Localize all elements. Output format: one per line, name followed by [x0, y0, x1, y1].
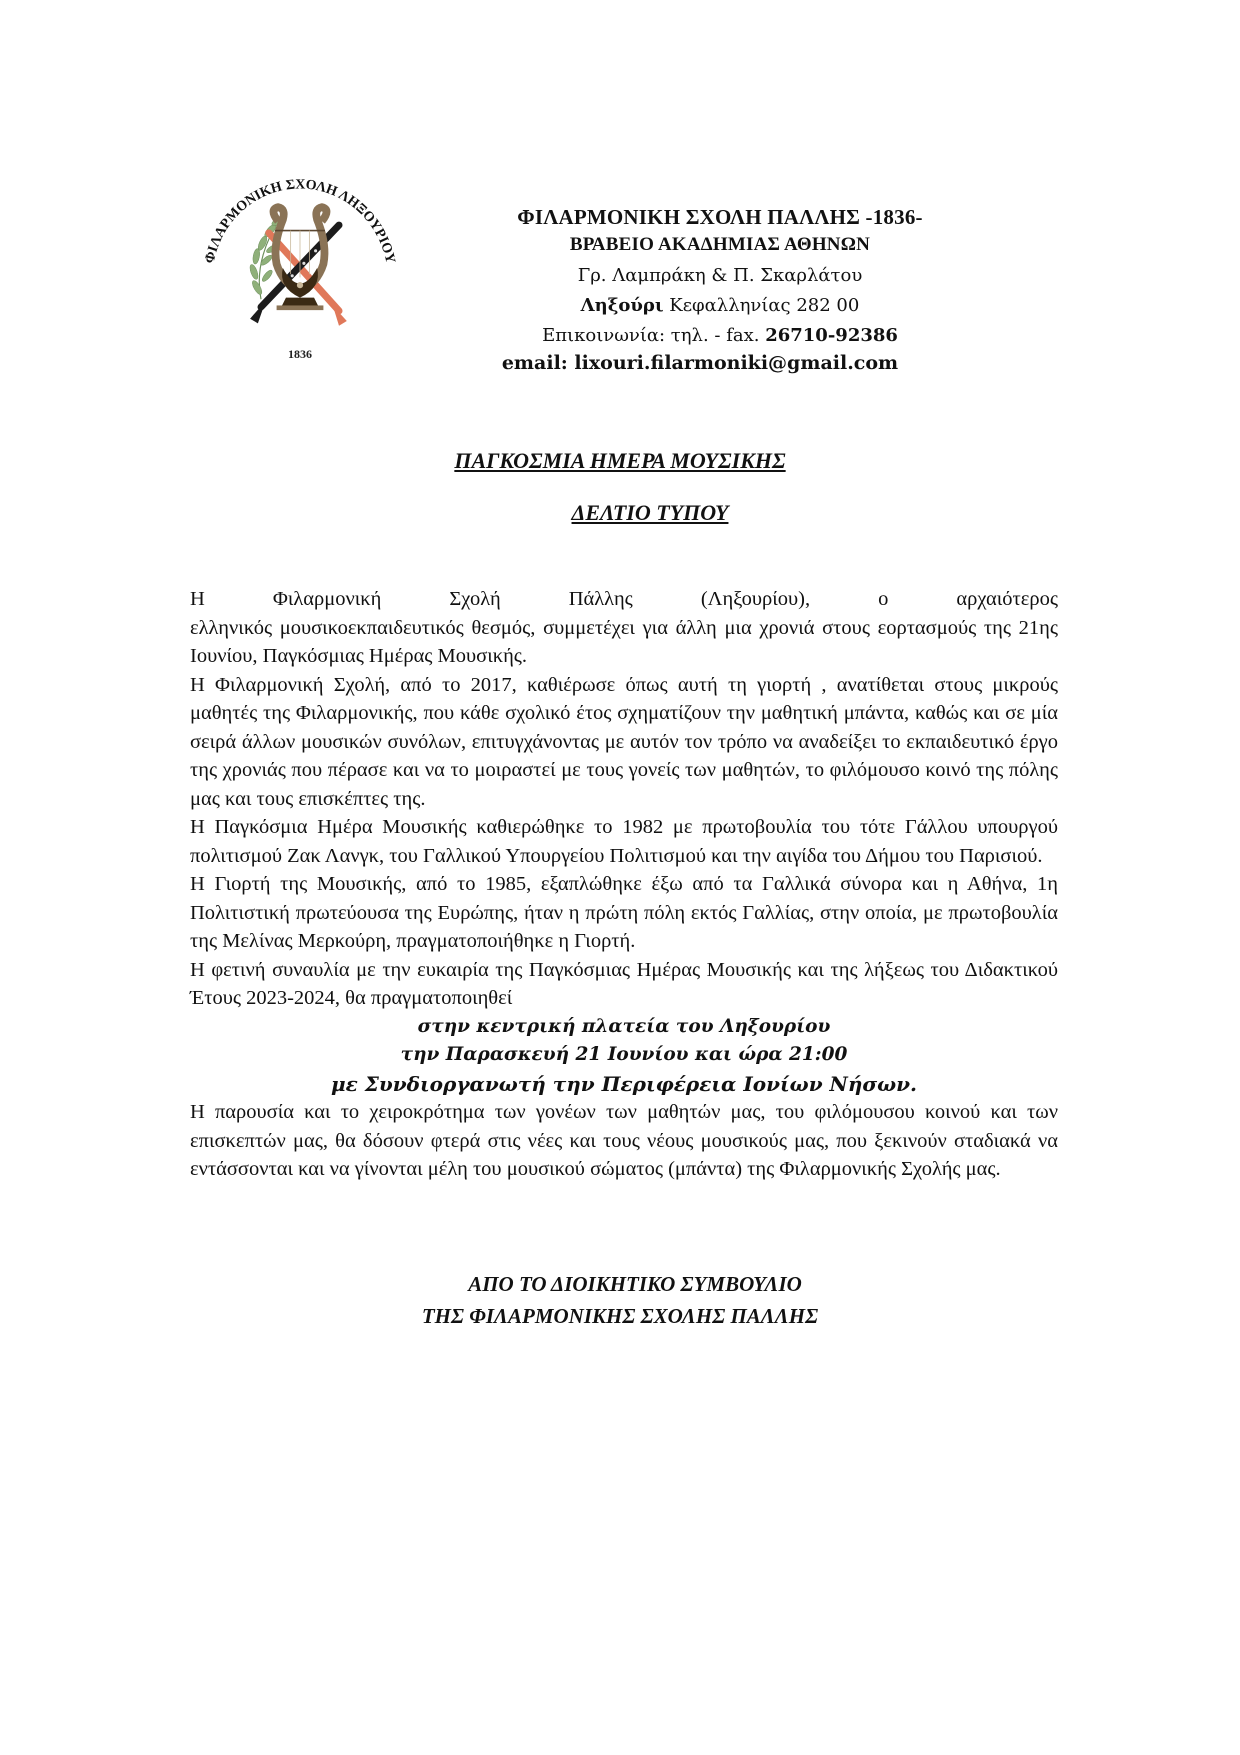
email-line [400, 351, 1000, 375]
logo-arc-text: ΦΙΛΑΡΜΟΝΙΚΗ ΣΧΟΛΗ ΛΗΞΟΥΡΙΟΥ [202, 177, 398, 265]
email-address[interactable]: lixouri.filarmoniki@gmail.com [574, 352, 899, 374]
paragraph-2: Η Φιλαρμονική Σχολή, από το 2017, καθιέρωσε όπως αυτή τη γιορτή , ανατίθεται στους μικρούς μαθητές της Φιλαρμονικής, που κάθε σχολικό έτος σχηματίζουν την μαθητική μπάντα, καθώς και σε μία σειρά άλλων μουσικών συνόλων, επιτυγχάνοντας με αυτόν τον τρόπο να αναδείξει το εκπαιδευτικό έργο της χρονιάς που πέρασε και να το μοιραστεί με τους γονείς των μαθητών, το φιλόμουσο κοινό της πόλης μας και τους επισκέπτες της. [190, 673, 1058, 810]
paragraph-1-rest: ελληνικός μουσικοεκπαιδευτικός θεσμός, συμμετέχει για άλλη μια χρονιά στους εορτασμούς της 21ης Ιουνίου, Παγκόσμιας Ημέρας Μουσικής. [190, 616, 1058, 667]
sub-title: ΔΕΛΤΙΟ ΤΥΠΟΥ [571, 500, 729, 525]
lyre-emblem-icon [200, 150, 400, 365]
contact-line [440, 321, 1000, 351]
paragraph-1 [190, 585, 1058, 671]
org-name: ΦΙΛΑΡΜΟΝΙΚΗ ΣΧΟΛΗ ΠΑΛΛΗΣ -1836- [517, 205, 923, 229]
paragraph-3: Η Παγκόσμια Ημέρα Μουσικής καθιερώθηκε το 1982 με πρωτοβουλία του τότε Γάλλου υπουργού πολιτισμού Ζακ Λανγκ, του Γαλλικού Υπουργείου Πολιτισμού και την αιγίδα του Δήμου του Παρισιού. [190, 816, 1058, 867]
signature-block [0, 1268, 1240, 1332]
paragraph-1-line-1: Η Φιλαρμονική Σχολή Πάλλης (Ληξουρίου), ο αρχαιότερος [190, 588, 1058, 610]
emblem-artwork [248, 207, 346, 326]
city-rest: Κεφαλληνίας 282 00 [663, 295, 860, 316]
main-title: ΠΑΓΚΟΣΜΙΑ ΗΜΕΡΑ ΜΟΥΣΙΚΗΣ [454, 448, 786, 473]
award-line: ΒΡΑΒΕΙΟ ΑΚΑΔΗΜΙΑΣ ΑΘΗΝΩΝ [569, 234, 871, 255]
event-place: στην κεντρική πλατεία του Ληξουρίου [417, 1015, 831, 1037]
school-logo [200, 150, 400, 365]
lyre-icon [273, 207, 326, 310]
logo-year: 1836 [288, 347, 312, 361]
event-coorganizer: με Συνδιοργανωτή την Περιφέρεια Ιονίων Νήσων. [331, 1071, 917, 1096]
press-release-body [190, 585, 1058, 1184]
signature-line-2: ΤΗΣ ΦΙΛΑΡΜΟΝΙΚΗΣ ΣΧΟΛΗΣ ΠΑΛΛΗΣ [421, 1304, 819, 1328]
letterhead [440, 204, 1000, 375]
event-time: την Παρασκευή 21 Ιουνίου και ώρα 21:00 [400, 1044, 848, 1065]
signature-line-1: ΑΠΟ ΤΟ ΔΙΟΙΚΗΤΙΚΟ ΣΥΜΒΟΥΛΙΟ [468, 1272, 802, 1296]
contact-label: Επικοινωνία: τηλ. - fax. [542, 325, 766, 346]
city-line [440, 291, 1000, 321]
paragraph-5: Η φετινή συναυλία με την ευκαιρία της Παγκόσμιας Ημέρας Μουσικής και της λήξεως του Διδακτικού Έτους 2023-2024, θα πραγματοποιηθεί [190, 958, 1058, 1009]
street-address: Γρ. Λαμπράκη & Π. Σκαρλάτου [577, 265, 863, 286]
paragraph-4: Η Γιορτή της Μουσικής, από το 1985, εξαπλώθηκε έξω από τα Γαλλικά σύνορα και η Αθήνα, 1η Πολιτιστική πρωτεύουσα της Ευρώπης, ήταν η πρώτη πόλη εκτός Γαλλίας, στην οποία, με πρωτοβουλία της Μελίνας Μερκούρη, πραγματοποιήθηκε η Γιορτή. [190, 873, 1058, 952]
paragraph-6: Η παρουσία και το χειροκρότημα των γονέων των μαθητών μας, του φιλόμουσου κοινού και των επισκεπτών μας, θα δόσουν φτερά στις νέες και τους νέους μουσικούς μας, που ξεκινούν σταδιακά να εντάσσονται και να γίνονται μέλη του μουσικού σώματος (μπάντα) της Φιλαρμονικής Σχολής μας. [190, 1101, 1058, 1180]
city-name: Ληξούρι [580, 295, 664, 316]
phone-number: 26710-92386 [765, 325, 898, 346]
email-label: email: [501, 352, 575, 374]
